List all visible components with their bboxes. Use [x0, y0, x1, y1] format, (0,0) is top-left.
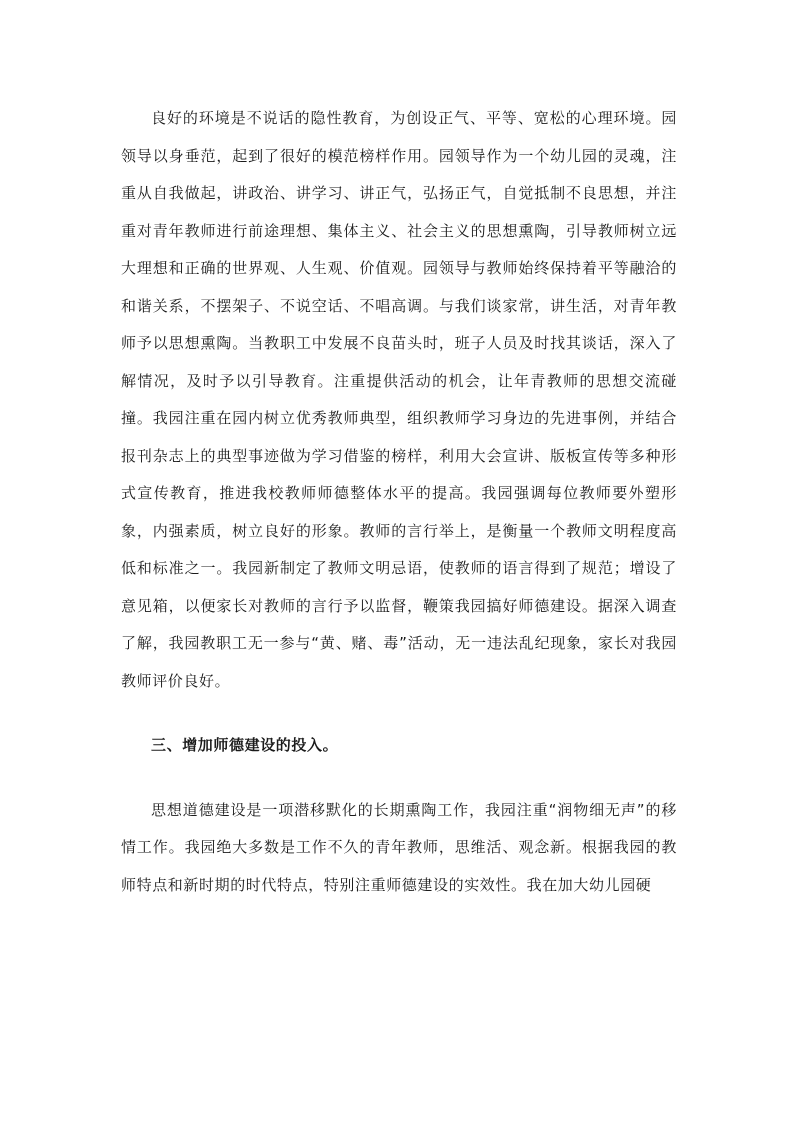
document-page	[121, 100, 677, 904]
body-paragraph: 良好的环境是不说话的隐性教育，为创设正气、平等、宽松的心理环境。园领导以身垂范，起到了很好的模范榜样作用。园领导作为一个幼儿园的灵魂，注重从自我做起，讲政治、讲学习、讲正气，弘扬正气，自觉抵制不良思想，并注重对青年教师进行前途理想、集体主义、社会主义的思想熏陶，引导教师树立远大理想和正确的世界观、人生观、价值观。园领导与教师始终保持着平等融洽的和谐关系，不摆架子、不说空话、不唱高调。与我们谈家常，讲生活，对青年教师予以思想熏陶。当教职工中发展不良苗头时，班子人员及时找其谈话，深入了解情况，及时予以引导教育。注重提供活动的机会，让年青教师的思想交流碰撞。我园注重在园内树立优秀教师典型，组织教师学习身边的先进事例，并结合报刊杂志上的典型事迹做为学习借鉴的榜样，利用大会宣讲、版板宣传等多种形式宣传教育，推进我校教师师德整体水平的提高。我园强调每位教师要外塑形象，内强素质，树立良好的形象。教师的言行举上，是衡量一个教师文明程度高低和标准之一。我园新制定了教师文明忌语，使教师的语言得到了规范；增设了意见箱，以便家长对教师的言行予以监督，鞭策我园搞好师德建设。据深入调查了解，我园教职工无一参与“黄、赌、毒”活动，无一违法乱纪现象，家长对我园教师评价良好。	[121, 109, 677, 690]
body-paragraph: 思想道德建设是一项潜移默化的长期熏陶工作，我园注重“润物细无声”的移情工作。我园绝大多数是工作不久的青年教师，思维活、观念新。根据我园的教师特点和新时期的时代特点，特别注重师德建设的实效性。我在加大幼儿园硬	[121, 800, 677, 894]
section-heading: 三、增加师德建设的投入。	[151, 736, 339, 754]
